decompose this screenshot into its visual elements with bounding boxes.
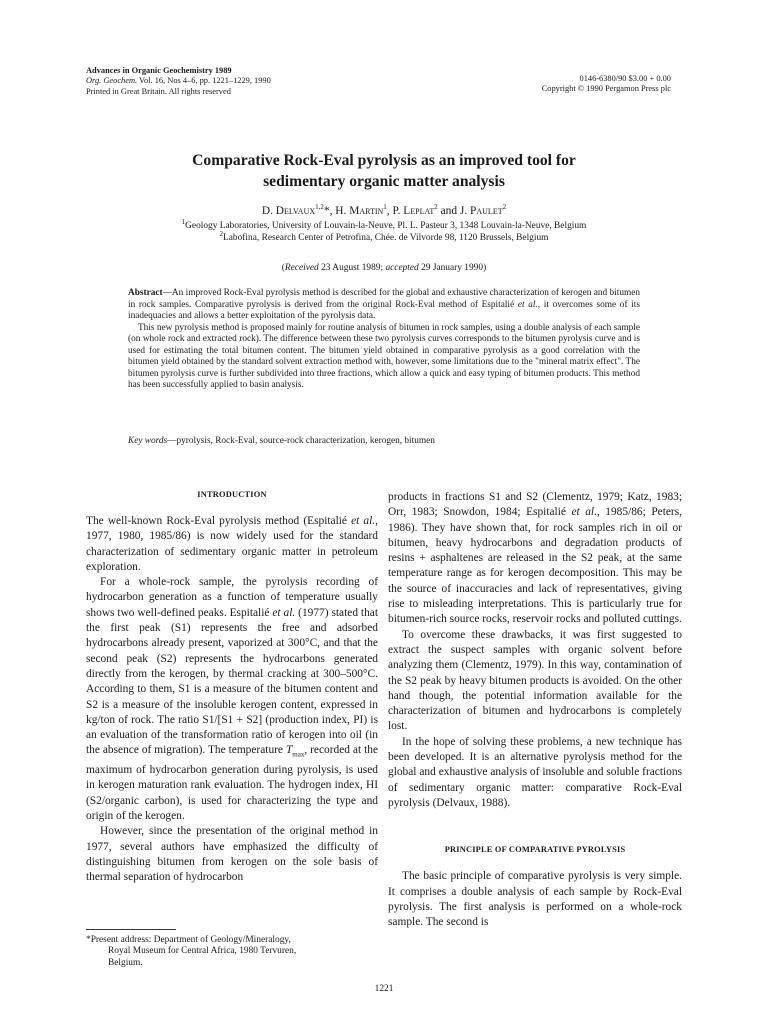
footnote: *Present address: Department of Geology/Mineralogy, Royal Museum for Central Africa, 1980 Tervuren, Belgium. (86, 935, 297, 968)
body-paragraph: To overcome these drawbacks, it was first suggested to extract the suspect samples with organic solvent before analyzing them (Clementz, 1979). In this way, contamination of the S2 peak by heavy bitumen products is avoided. On the other hand though, the potential information available for the characterization of bitumen and hydrocarbons is completely lost. (388, 628, 682, 733)
affiliations (90, 217, 678, 244)
footnote-rule (86, 929, 176, 930)
author-name: Paulet (470, 205, 503, 217)
author-name: Delvaux (275, 205, 316, 217)
journal-title: Advances in Organic Geochemistry 1989 (86, 66, 232, 75)
journal-header (86, 66, 416, 97)
body-paragraph: For a whole-rock sample, the pyrolysis recording of hydrocarbon generation as a function of temperature usually shows two well-defined peaks. Espitalié et al. (1977) stated that the first peak (S1) represents the free and adsorbed hydrocarbons already present, vaporized at 300°C, and that the second peak (S2) represents the hydrocarbons generated directly from the kerogen, by thermal cracking at 300–500°C. According to them, S1 is a measure of the bitumen content and S2 is a measure of the insoluble kerogen content, expressed in kg/ton of rock. The ratio S1/[S1 + S2] (production index, PI) is an evaluation of the transformation ratio of kerogen into oil (in the absence of migration). The temperature $T_{max}$, recorded at the maximum of hydrocarbon generation during pyrolysis, is used in kerogen maturation rank evaluation. The hydrogen index, HI (S2/organic carbon), is used for characterizing the type and origin of the kerogen. (86, 576, 379, 822)
section-heading-introduction: INTRODUCTION (197, 490, 267, 499)
right-column (388, 490, 682, 930)
body-paragraph: products in fractions S1 and S2 (Clementz, 1979; Katz, 1983; Orr, 1983; Snowdon, 1984; Espitalié et al., 1985/86; Peters, 1986). They have shown that, for rock samples rich in oil or bitumen, heavy hydrocarbons and degradation products of resins + asphaltenes are released in the S2 peak, at the same temperature range as for kerogen decomposition. This may be the source of inaccuracies and lack of representatives, giving rise to misleading interpretations. This is particularly true for bitumen-rich source rocks, reservoir rocks and polluted cuttings. (388, 491, 683, 626)
author-name: Martin (349, 205, 384, 217)
affiliation-2: $^2$Labofina, Research Center of Petrofina, Chée. de Vilvorde 98, 1120 Brussels, Belgium (219, 229, 549, 243)
abstract (128, 288, 640, 392)
body-paragraph: However, since the presentation of the original method in 1977, several authors have emphasized the difficulty of distinguishing bitumen from kerogen on the sole basis of thermal separation of hydrocarbon (86, 825, 378, 884)
abstract-paragraph: This new pyrolysis method is proposed mainly for routine analysis of bitumen in rock samples, using a double analysis of each sample (on whole rock and extracted rock). The difference between these two pyrolysis curves corresponds to the bitumen pyrolysis curve and is used for estimating the total bitumen content. The bitumen yield obtained in comparative pyrolysis as a good correlation with the bitumen yield obtained by the standard solvent extraction method with, however, some limitations due to the "mineral matrix effect". The bitumen pyrolysis curve is further subdivided into three fractions, which allow a quick and easy typing of bitumen products. This method has been successfully applied to basin analysis. (128, 322, 640, 390)
paper-title: Comparative Rock-Eval pyrolysis as an improved tool for sedimentary organic matter analysis (192, 152, 576, 190)
left-column (86, 488, 378, 885)
printed-note: Printed in Great Britain. All rights reserved (86, 86, 231, 96)
body-paragraph: The well-known Rock-Eval pyrolysis method (Espitalié et al., 1977, 1980, 1985/86) is now widely used for the standard characterization of sedimentary organic matter in petroleum exploration. (86, 515, 378, 573)
keywords: Key words—pyrolysis, Rock-Eval, source-rock characterization, kerogen, bitumen (128, 436, 435, 446)
citation: Org. Geochem. Vol. 16, Nos 4–6, pp. 1221–1229, 1990 (86, 76, 271, 86)
received-dates: (Received 23 August 1989; accepted 29 January 1990) (281, 263, 487, 273)
section-heading-principle: PRINCIPLE OF COMPARATIVE PYROLYSIS (444, 845, 626, 855)
copyright-line: Copyright © 1990 Pergamon Press plc (541, 84, 671, 94)
page-number: 1221 (374, 984, 394, 994)
abstract-paragraph: Abstract—An improved Rock-Eval pyrolysis method is described for the global and exhaustive characterization of kerogen and bitumen in rock samples. Comparative pyrolysis is derived from the original Rock-Eval method of Espitalié et al., it overcomes some of its inadequacies and allows a better exploitation of the pyrolysis data. (128, 288, 640, 321)
body-paragraph: In the hope of solving these problems, a new technique has been developed. It is an alternative pyrolysis method for the global and exhaustive analysis of insoluble and soluble fractions of sedimentary organic matter: comparative Rock-Eval pyrolysis (Delvaux, 1988). (388, 735, 682, 809)
price-code: 0146-6380/90 $3.00 + 0.00 (579, 74, 671, 83)
body-paragraph: The basic principle of comparative pyrolysis is very simple. It comprises a double analysis of each sample by Rock-Eval pyrolysis. The first analysis is performed on a whole-rock sample. The second is (388, 870, 682, 929)
affiliation-1: $^1$Geology Laboratories, University of Louvain-la-Neuve, Pl. L. Pasteur 3, 1348 Louvain-la-Neuve, Belgium (181, 217, 587, 231)
copyright-block (411, 74, 671, 95)
author-list: D. Delvaux$^{1,2}$*, H. Martin$^1$, P. Leplat$^2$ and J. Paulet$^2$ (261, 203, 507, 217)
author-name: Leplat (403, 205, 435, 217)
